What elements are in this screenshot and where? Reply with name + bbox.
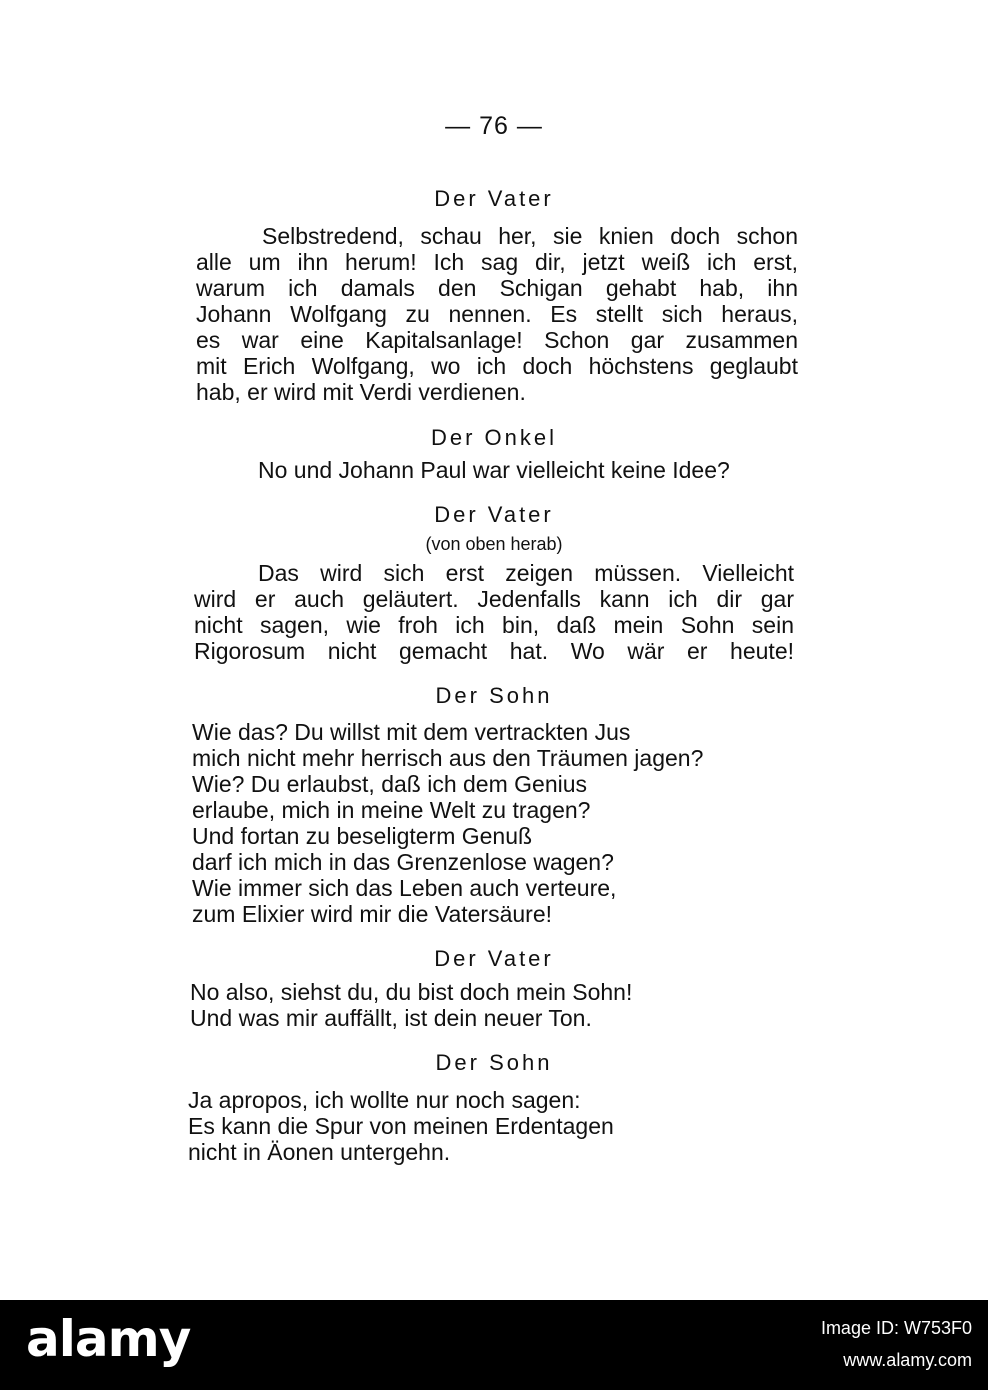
text-line: Und was mir auffällt, ist dein neuer Ton. [190, 1005, 592, 1031]
stage-direction: (von oben herab) [425, 534, 563, 554]
text-line: nicht in Äonen untergehn. [188, 1139, 451, 1165]
speaker-name: Der Onkel [430, 425, 558, 450]
speaker-name: Der Vater [434, 186, 554, 211]
text-line: erlaube, mich in meine Welt zu tragen? [192, 797, 591, 823]
speaker-name: Der Vater [434, 502, 554, 527]
text-line: es war eine Kapitalsanlage! Schon gar zusammen [196, 327, 798, 353]
text-line: No und Johann Paul war vielleicht keine Idee? [258, 457, 730, 483]
image-id-label: Image ID: W753F0 [820, 1318, 972, 1338]
text-line: Es kann die Spur von meinen Erdentagen [188, 1113, 614, 1139]
text-line: Johann Wolfgang zu nennen. Es stellt sich heraus, [196, 301, 798, 327]
text-line: wird er auch geläutert. Jedenfalls kann ich dir gar [194, 586, 794, 612]
text-line: Selbstredend, schau her, sie knien doch schon [262, 223, 798, 249]
text-line: alle um ihn herum! Ich sag dir, jetzt weiß ich erst, [196, 249, 798, 275]
text-line: mit Erich Wolfgang, wo ich doch höchstens geglaubt [196, 353, 798, 379]
speaker-name: Der Sohn [435, 683, 553, 708]
text-line: zum Elixier wird mir die Vatersäure! [192, 901, 553, 927]
speaker-name: Der Vater [434, 946, 554, 971]
text-line: nicht sagen, wie froh ich bin, daß mein Sohn sein [194, 612, 794, 638]
text-line: Wie das? Du willst mit dem vertrackten Jus [192, 719, 631, 745]
text-line: darf ich mich in das Grenzenlose wagen? [192, 849, 614, 875]
text-line: Wie? Du erlaubst, daß ich dem Genius [192, 771, 588, 797]
text-line: warum ich damals den Schigan gehabt hab, ihn [196, 275, 798, 301]
text-line: Rigorosum nicht gemacht hat. Wo wär er heute! [194, 638, 794, 664]
site-url: www.alamy.com [843, 1350, 972, 1370]
speaker-name: Der Sohn [435, 1050, 553, 1075]
text-line: Das wird sich erst zeigen müssen. Vielleicht [258, 560, 794, 586]
text-line: Und fortan zu beseligterm Genuß [192, 823, 533, 849]
watermark-banner [0, 1300, 988, 1390]
text-line: hab, er wird mit Verdi verdienen. [196, 379, 526, 405]
text-line: Ja apropos, ich wollte nur noch sagen: [188, 1087, 581, 1113]
alamy-logo: alamy [26, 1310, 191, 1368]
text-line: mich nicht mehr herrisch aus den Träumen jagen? [192, 745, 704, 771]
text-line: No also, siehst du, du bist doch mein Sohn! [190, 979, 633, 1005]
page-number: — 76 — [445, 112, 543, 140]
text-line: Wie immer sich das Leben auch verteure, [192, 875, 617, 901]
